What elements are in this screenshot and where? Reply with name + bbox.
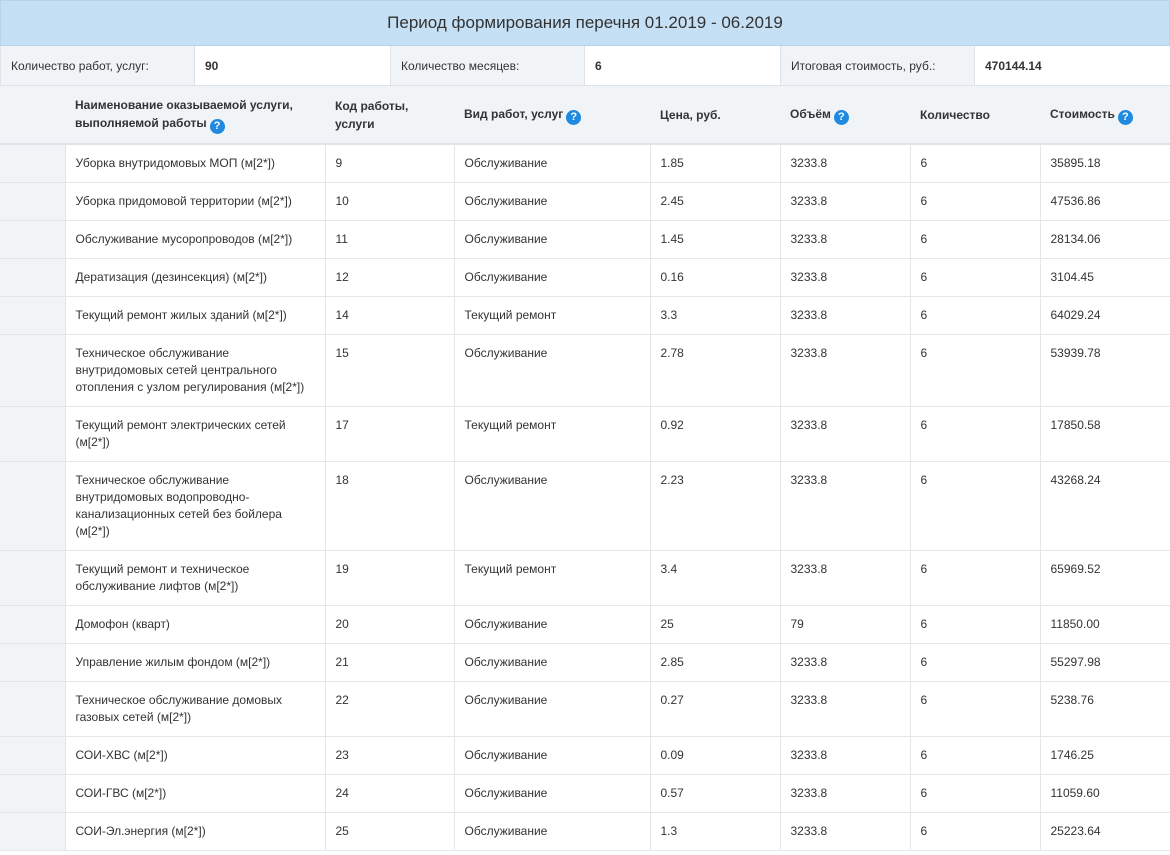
cell-name: Техническое обслуживание внутридомовых сетей центрального отопления с узлом регулирования (м[2*]) [65,334,325,406]
cell-type: Обслуживание [454,461,650,550]
header-price [650,86,780,144]
cell-name: Управление жилым фондом (м[2*]) [65,643,325,681]
cell-price: 3.4 [650,550,780,605]
cell-volume: 3233.8 [780,643,910,681]
cell-cost: 17850.58 [1040,406,1170,461]
summary-bar [0,46,1170,86]
table-row [0,220,1170,258]
cell-name: СОИ-Эл.энергия (м[2*]) [65,812,325,850]
cell-volume: 79 [780,605,910,643]
cell-cost: 64029.24 [1040,296,1170,334]
cell-volume: 3233.8 [780,681,910,736]
cell-price: 3.3 [650,296,780,334]
cell-code: 18 [325,461,454,550]
cell-volume: 3233.8 [780,406,910,461]
cell-qty: 6 [910,643,1040,681]
cell-code: 17 [325,406,454,461]
row-spacer-cell [0,406,65,461]
cell-price: 0.57 [650,774,780,812]
summary-months-value: 6 [585,46,780,85]
cell-qty: 6 [910,258,1040,296]
cell-volume: 3233.8 [780,334,910,406]
cell-qty: 6 [910,334,1040,406]
cell-volume: 3233.8 [780,182,910,220]
cell-type: Обслуживание [454,182,650,220]
cell-price: 0.92 [650,406,780,461]
cell-volume: 3233.8 [780,258,910,296]
cell-price: 1.45 [650,220,780,258]
header-price-label: Цена, руб. [660,107,721,122]
table-row [0,774,1170,812]
summary-total-cost-value: 470144.14 [975,46,1170,85]
cell-name: Дератизация (дезинсекция) (м[2*]) [65,258,325,296]
cell-name: Текущий ремонт жилых зданий (м[2*]) [65,296,325,334]
cell-volume: 3233.8 [780,774,910,812]
row-spacer-cell [0,812,65,850]
cell-cost: 28134.06 [1040,220,1170,258]
cell-code: 10 [325,182,454,220]
help-icon[interactable]: ? [834,110,849,125]
cell-volume: 3233.8 [780,144,910,182]
cell-qty: 6 [910,736,1040,774]
header-type [454,86,650,144]
row-spacer-cell [0,220,65,258]
row-spacer-cell [0,334,65,406]
help-icon[interactable]: ? [566,110,581,125]
cell-type: Текущий ремонт [454,550,650,605]
row-spacer-cell [0,681,65,736]
table-header-row [0,86,1170,144]
cell-price: 1.3 [650,812,780,850]
cell-type: Обслуживание [454,736,650,774]
cell-volume: 3233.8 [780,550,910,605]
cell-code: 14 [325,296,454,334]
header-code-label: Код работы, услуги [335,98,409,131]
cell-cost: 11059.60 [1040,774,1170,812]
row-spacer-cell [0,550,65,605]
cell-qty: 6 [910,774,1040,812]
cell-qty: 6 [910,406,1040,461]
cell-qty: 6 [910,144,1040,182]
header-name [65,86,325,144]
cell-cost: 5238.76 [1040,681,1170,736]
table-row [0,643,1170,681]
table-row [0,681,1170,736]
cell-code: 19 [325,550,454,605]
cell-type: Обслуживание [454,812,650,850]
cell-cost: 55297.98 [1040,643,1170,681]
cell-cost: 65969.52 [1040,550,1170,605]
cell-cost: 25223.64 [1040,812,1170,850]
row-spacer-cell [0,736,65,774]
cell-price: 0.09 [650,736,780,774]
cell-name: Обслуживание мусоропроводов (м[2*]) [65,220,325,258]
cell-code: 15 [325,334,454,406]
row-spacer-cell [0,461,65,550]
cell-price: 25 [650,605,780,643]
cell-type: Обслуживание [454,774,650,812]
header-volume-label: Объём [790,106,831,121]
header-code [325,86,454,144]
cell-qty: 6 [910,681,1040,736]
cell-name: Текущий ремонт и техническое обслуживание лифтов (м[2*]) [65,550,325,605]
cell-code: 20 [325,605,454,643]
cell-code: 24 [325,774,454,812]
cell-name: Домофон (кварт) [65,605,325,643]
cell-price: 0.27 [650,681,780,736]
table-row [0,550,1170,605]
header-name-label: Наименование оказываемой услуги, выполняемой работы [75,97,293,130]
cell-name: СОИ-ГВС (м[2*]) [65,774,325,812]
cell-price: 1.85 [650,144,780,182]
header-cost [1040,86,1170,144]
cell-type: Текущий ремонт [454,296,650,334]
cell-name: Уборка внутридомовых МОП (м[2*]) [65,144,325,182]
row-spacer-cell [0,605,65,643]
cell-qty: 6 [910,812,1040,850]
cell-type: Обслуживание [454,258,650,296]
services-table [0,86,1170,851]
cell-qty: 6 [910,550,1040,605]
cell-price: 2.45 [650,182,780,220]
cell-name: Техническое обслуживание внутридомовых водопроводно-канализационных сетей без бойлера (м[2*]) [65,461,325,550]
cell-qty: 6 [910,296,1040,334]
summary-works-count-value: 90 [195,46,390,85]
cell-name: СОИ-ХВС (м[2*]) [65,736,325,774]
header-type-label: Вид работ, услуг [464,106,564,121]
cell-code: 12 [325,258,454,296]
cell-type: Обслуживание [454,681,650,736]
cell-cost: 47536.86 [1040,182,1170,220]
cell-price: 2.85 [650,643,780,681]
table-body [0,144,1170,850]
cell-qty: 6 [910,182,1040,220]
row-spacer-cell [0,258,65,296]
cell-code: 11 [325,220,454,258]
table-row [0,812,1170,850]
help-icon[interactable]: ? [210,119,225,134]
cell-type: Обслуживание [454,643,650,681]
cell-volume: 3233.8 [780,736,910,774]
table-row [0,736,1170,774]
cell-code: 9 [325,144,454,182]
period-title [0,0,1170,46]
cell-code: 21 [325,643,454,681]
header-empty [0,86,65,144]
cell-name: Уборка придомовой территории (м[2*]) [65,182,325,220]
header-volume [780,86,910,144]
table-row [0,258,1170,296]
cell-price: 2.23 [650,461,780,550]
cell-volume: 3233.8 [780,220,910,258]
cell-price: 0.16 [650,258,780,296]
summary-months-label: Количество месяцев: [390,46,585,85]
summary-total-cost-label: Итоговая стоимость, руб.: [780,46,975,85]
table-row [0,144,1170,182]
row-spacer-cell [0,774,65,812]
cell-qty: 6 [910,461,1040,550]
cell-cost: 1746.25 [1040,736,1170,774]
cell-qty: 6 [910,220,1040,258]
cell-cost: 43268.24 [1040,461,1170,550]
cell-type: Обслуживание [454,334,650,406]
cell-qty: 6 [910,605,1040,643]
row-spacer-cell [0,296,65,334]
cell-cost: 53939.78 [1040,334,1170,406]
help-icon[interactable]: ? [1118,110,1133,125]
cell-type: Текущий ремонт [454,406,650,461]
table-row [0,334,1170,406]
cell-price: 2.78 [650,334,780,406]
cell-volume: 3233.8 [780,812,910,850]
table-row [0,182,1170,220]
header-cost-label: Стоимость [1050,106,1115,121]
cell-code: 23 [325,736,454,774]
cell-type: Обслуживание [454,144,650,182]
cell-type: Обслуживание [454,220,650,258]
table-row [0,296,1170,334]
table-row [0,406,1170,461]
summary-works-count-label: Количество работ, услуг: [0,46,195,85]
cell-cost: 3104.45 [1040,258,1170,296]
cell-name: Текущий ремонт электрических сетей (м[2*]) [65,406,325,461]
table-row [0,461,1170,550]
cell-volume: 3233.8 [780,461,910,550]
cell-cost: 35895.18 [1040,144,1170,182]
row-spacer-cell [0,182,65,220]
row-spacer-cell [0,144,65,182]
cell-volume: 3233.8 [780,296,910,334]
row-spacer-cell [0,643,65,681]
cell-code: 22 [325,681,454,736]
period-title-text: Период формирования перечня 01.2019 - 06.2019 [387,13,783,32]
cell-cost: 11850.00 [1040,605,1170,643]
table-row [0,605,1170,643]
cell-type: Обслуживание [454,605,650,643]
header-qty-label: Количество [920,107,990,122]
header-qty [910,86,1040,144]
cell-code: 25 [325,812,454,850]
cell-name: Техническое обслуживание домовых газовых сетей (м[2*]) [65,681,325,736]
